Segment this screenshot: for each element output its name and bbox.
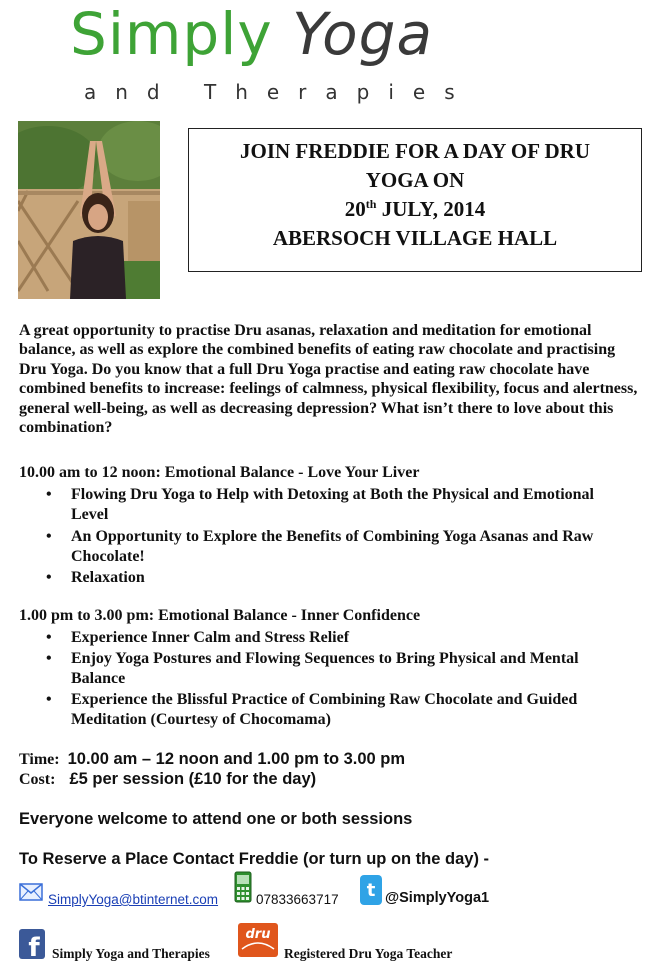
logo-simply-text: Simply (70, 0, 273, 68)
title-line-1: JOIN FREDDIE FOR A DAY OF DRU (239, 139, 591, 163)
svg-text:t: t (366, 880, 376, 901)
phone-number: 07833663717 (256, 892, 339, 907)
date-suffix: th (365, 197, 377, 211)
list-item: • An Opportunity to Explore the Benefits of Combining Yoga Asanas and Raw Chocolate! (19, 527, 619, 567)
session-1-heading: 10.00 am to 12 noon: Emotional Balance - Love Your Liver (19, 464, 420, 481)
facebook-name[interactable]: Simply Yoga and Therapies (52, 946, 210, 961)
list-item: • Enjoy Yoga Postures and Flowing Sequences to Bring Physical and Mental Balance (19, 649, 619, 689)
logo-subtitle: and Therapies (84, 80, 474, 104)
title-venue: ABERSOCH VILLAGE HALL (272, 226, 558, 250)
logo (70, 0, 433, 68)
phone-icon (234, 871, 252, 908)
date-rest: JULY, 2014 (376, 197, 486, 221)
cost-row (19, 770, 316, 789)
list-item: • Relaxation (19, 568, 619, 588)
event-title-box (188, 128, 642, 272)
dru-logo (238, 923, 278, 957)
dru-teacher-text: Registered Dru Yoga Teacher (284, 946, 453, 961)
time-value: 10.00 am – 12 noon and 1.00 pm to 3.00 pm (67, 750, 406, 768)
reserve-text: To Reserve a Place Contact Freddie (or turn up on the day) - (19, 850, 490, 868)
list-item: • Experience Inner Calm and Stress Relief (19, 628, 619, 648)
welcome-text: Everyone welcome to attend one or both sessions (19, 810, 413, 828)
list-item: • Flowing Dru Yoga to Help with Detoxing at Both the Physical and Emotional Level (19, 485, 619, 525)
cost-label: Cost: (19, 771, 56, 788)
envelope-icon (19, 883, 43, 906)
dru-logo-text: dru (245, 927, 271, 942)
twitter-handle[interactable]: @SimplyYoga1 (385, 890, 490, 906)
session-1-list (19, 485, 619, 588)
yoga-photo (18, 121, 160, 299)
title-date (189, 195, 641, 224)
cost-value: £5 per session (£10 for the day) (69, 770, 317, 788)
session-2-heading: 1.00 pm to 3.00 pm: Emotional Balance - Inner Confidence (19, 607, 421, 624)
time-row (19, 750, 405, 769)
time-label: Time: (19, 751, 60, 768)
date-day: 20 (344, 197, 366, 221)
intro-paragraph: A great opportunity to practise Dru asanas, relaxation and meditation for emotional balance, as well as explore the combined benefits of eating raw chocolate and practising Dru Yoga. Do you know that a full Dru Yoga practise and eating raw chocolate have combined benefits to increase: feelings of calmness, physical flexibility, focus and alertness, general well-being, as well as decreasing depression? What isn’t there to love about this combination? (19, 322, 638, 437)
email-link[interactable]: SimplyYoga@btinternet.com (48, 892, 219, 907)
facebook-icon[interactable] (19, 929, 45, 964)
twitter-icon[interactable] (360, 875, 382, 910)
logo-yoga-text: Yoga (292, 0, 434, 68)
list-item: • Experience the Blissful Practice of Combining Raw Chocolate and Guided Meditation (Courtesy of Chocomama) (19, 690, 619, 730)
session-2-list (19, 628, 619, 730)
svg-text:f: f (28, 933, 40, 959)
title-line-2: YOGA ON (365, 168, 465, 192)
